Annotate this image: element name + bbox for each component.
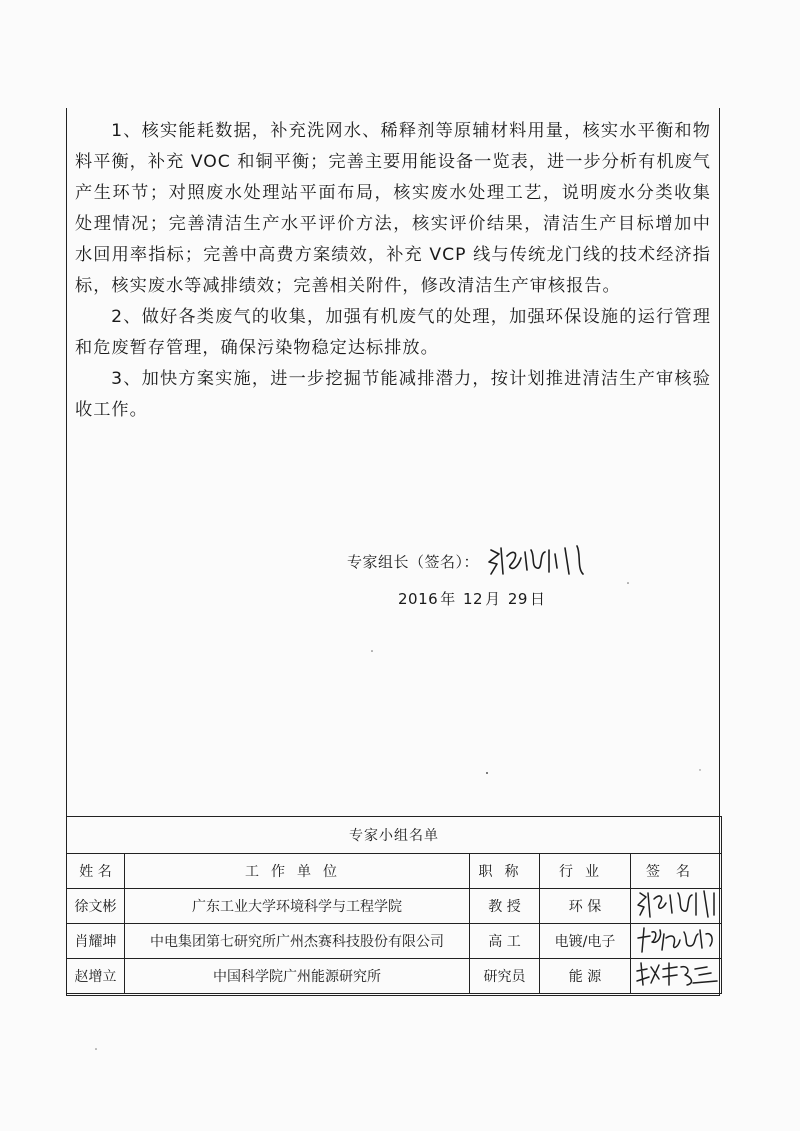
table-row bbox=[67, 924, 722, 959]
member-signature-cell bbox=[631, 889, 722, 924]
document-frame bbox=[66, 108, 720, 996]
date-month: 12 bbox=[462, 590, 484, 608]
member-industry: 电镀/电子 bbox=[540, 924, 631, 959]
handwritten-signature-icon bbox=[634, 924, 718, 954]
member-signature-cell bbox=[631, 924, 722, 959]
member-name: 徐文彬 bbox=[67, 889, 125, 924]
table-row bbox=[67, 959, 722, 994]
member-name: 赵增立 bbox=[67, 959, 125, 994]
member-signature-cell bbox=[631, 959, 722, 994]
header-name: 姓 名 bbox=[67, 854, 125, 889]
group-leader-signature-line bbox=[347, 544, 597, 578]
member-industry: 环 保 bbox=[540, 889, 631, 924]
expert-roster-table bbox=[66, 816, 722, 994]
date-year-char: 年 bbox=[440, 590, 456, 608]
roster-title: 专家小组名单 bbox=[67, 817, 722, 854]
member-unit: 中电集团第七研究所广州杰赛科技股份有限公司 bbox=[125, 924, 470, 959]
handwritten-signature-icon bbox=[485, 544, 597, 578]
date-day: 29 bbox=[507, 590, 528, 608]
member-name: 肖耀坤 bbox=[67, 924, 125, 959]
table-row bbox=[67, 889, 722, 924]
date-month-char: 月 bbox=[485, 590, 501, 608]
member-title: 高 工 bbox=[470, 924, 540, 959]
header-signature: 签名 bbox=[631, 854, 722, 889]
member-unit: 广东工业大学环境科学与工程学院 bbox=[125, 889, 470, 924]
date-year: 2016 bbox=[398, 590, 439, 608]
member-title: 研究员 bbox=[470, 959, 540, 994]
review-opinions bbox=[67, 116, 719, 426]
header-industry: 行业 bbox=[540, 854, 631, 889]
signature-date bbox=[397, 588, 546, 609]
member-industry: 能 源 bbox=[540, 959, 631, 994]
opinion-paragraph-1: 1、核实能耗数据，补充洗网水、稀释剂等原辅材料用量，核实水平衡和物料平衡，补充 VOC 和铜平衡；完善主要用能设备一览表，进一步分析有机废气产生环节；对照废水处理站平面布局，核实废水处理工艺，说明废水分类收集处理情况；完善清洁生产水平评价方法，核实评价结果，清洁生产目标增加中水回用率指标；完善中高费方案绩效，补充 VCP 线与传统龙门线的技术经济指标，核实废水等减排绩效；完善相关附件，修改清洁生产审核报告。 bbox=[75, 121, 711, 296]
roster-title-row bbox=[67, 817, 722, 854]
date-day-char: 日 bbox=[529, 590, 546, 608]
handwritten-signature-icon bbox=[634, 889, 718, 919]
header-unit: 工作单位 bbox=[125, 854, 470, 889]
member-title: 教 授 bbox=[470, 889, 540, 924]
handwritten-signature-icon bbox=[633, 959, 719, 989]
roster-header-row bbox=[67, 854, 722, 889]
header-title: 职称 bbox=[470, 854, 540, 889]
member-unit: 中国科学院广州能源研究所 bbox=[125, 959, 470, 994]
opinion-paragraph-2: 2、做好各类废气的收集，加强有机废气的处理，加强环保设施的运行管理和危废暂存管理，确保污染物稳定达标排放。 bbox=[75, 307, 711, 358]
signature-label: 专家组长（签名）： bbox=[347, 552, 480, 571]
opinion-paragraph-3: 3、加快方案实施，进一步挖掘节能减排潜力，按计划推进清洁生产审核验收工作。 bbox=[75, 369, 711, 420]
